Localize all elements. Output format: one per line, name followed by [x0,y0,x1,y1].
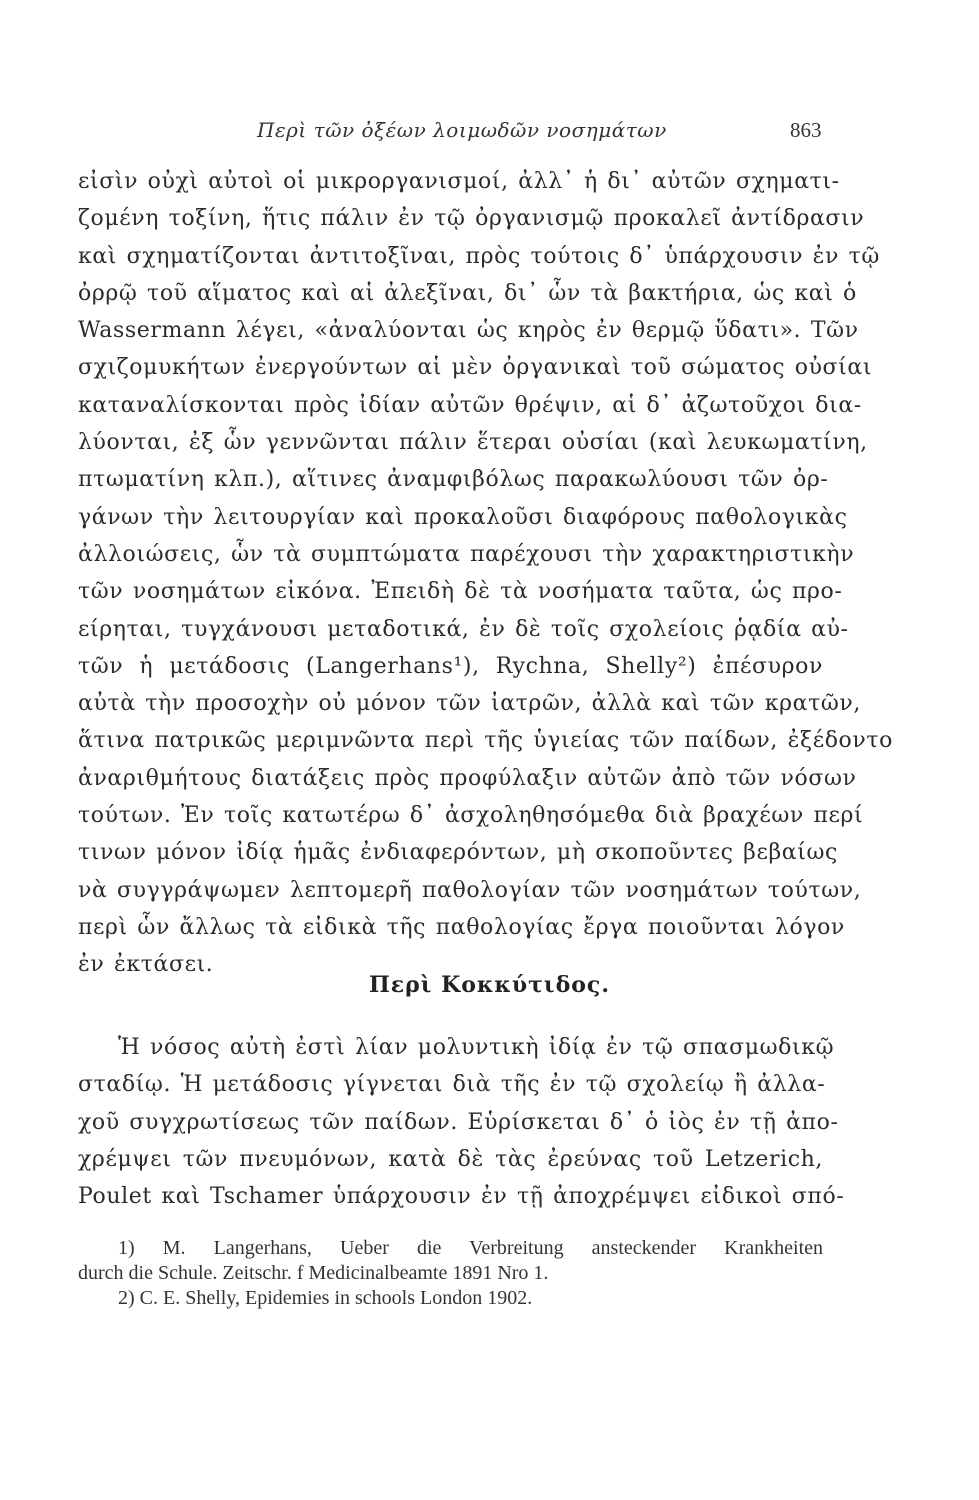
text-line: εἰσὶν οὐχὶ αὐτοὶ οἱ μικροργανισμοί, ἀλλ᾽ ἡ δι᾽ αὐτῶν σχηματι- [78,169,840,194]
footnotes [78,1236,823,1311]
text-line: Poulet καὶ Tschamer ὑπάρχουσιν ἐν τῇ ἀποχρέμψει εἰδικοὶ σπό- [78,1184,845,1210]
footnote-1: 1) M. Langerhans, Ueber die Verbreitung ansteckender Krankheiten [118,1237,823,1259]
text-line: ὀρρῷ τοῦ αἵματος καὶ αἱ ἀλεξῖναι, δι᾽ ὧν τὰ βακτήρια, ὡς καὶ ὁ [78,280,857,306]
text-line: τῶν ἡ μετάδοσις (Langerhans¹), Rychna, Shelly²) ἐπέσυρον [78,653,823,679]
body-paragraph [78,163,893,984]
text-line: λύονται, ἐξ ὧν γεννῶνται πάλιν ἕτεραι οὐσίαι (καὶ λευκωματίνη, [78,430,868,456]
text-line: ζομένη τοξίνη, ἥτις πάλιν ἐν τῷ ὀργανισμῷ προκαλεῖ ἀντίδρασιν [78,206,865,232]
text-line: τινων μόνον ἰδίᾳ ἡμᾶς ἐνδιαφερόντων, μὴ σκοποῦντες βεβαίως [78,840,838,866]
text-line: τῶν νοσημάτων εἰκόνα. Ἐπειδὴ δὲ τὰ νοσήματα ταῦτα, ὡς προ- [78,579,843,605]
text-line: αὐτὰ τὴν προσοχὴν οὐ μόνον τῶν ἰατρῶν, ἀλλὰ καὶ τῶν κρατῶν, [78,691,861,717]
page-number: 863 [790,118,822,142]
text-line: Wassermann λέγει, «ἀναλύονται ὡς κηρὸς ἐν θερμῷ ὕδατι». Τῶν [78,318,859,344]
text-line: γάνων τὴν λειτουργίαν καὶ προκαλοῦσι διαφόρους παθολογικὰς [78,504,848,530]
running-title: Περὶ τῶν ὀξέων λοιμωδῶν νοσημάτων [257,118,667,142]
text-line: τούτων. Ἐν τοῖς κατωτέρω δ᾽ ἀσχοληθησόμεθα διὰ βραχέων περί [78,803,864,829]
text-line: ἀλλοιώσεις, ὧν τὰ συμπτώματα παρέχουσι τὴν χαρακτηριστικὴν [78,541,855,567]
text-line: νὰ συγγράψωμεν λεπτομερῆ παθολογίαν τῶν νοσημάτων τούτων, [78,877,862,903]
footnote-1-continuation: durch die Schule. Zeitschr. f Medicinalbeamte 1891 Nro 1. [78,1262,549,1284]
section-heading: Περὶ Κοκκύτιδος. [369,972,610,998]
text-line: καταναλίσκονται πρὸς ἰδίαν αὐτῶν θρέψιν, αἱ δ᾽ ἀζωτοῦχοι δια- [78,392,862,418]
text-line: περὶ ὧν ἄλλως τὰ εἰδικὰ τῆς παθολογίας ἔργα ποιοῦνται λόγον [78,914,845,940]
text-line: πτωματίνη κλπ.), αἵτινες ἀναμφιβόλως παρακωλύουσι τῶν ὀρ- [78,467,829,493]
text-line: ἅτινα πατρικῶς μεριμνῶντα περὶ τῆς ὑγιείας τῶν παίδων, ἐξέδοντο [78,728,893,754]
text-line: χοῦ συγχρωτίσεως τῶν παίδων. Εὑρίσκεται δ᾽ ὁ ἰὸς ἐν τῇ ἀπο- [78,1109,839,1135]
text-line: είρηται, τυγχάνουσι μεταδοτικά, ἐν δὲ τοῖς σχολείοις ῥᾳδία αὐ- [78,616,849,642]
text-line: Ἡ νόσος αὐτὴ ἐστὶ λίαν μολυντικὴ ἰδίᾳ ἐν τῷ σπασμωδικῷ [118,1035,835,1060]
text-line: ἀναριθμήτους διατάξεις πρὸς προφύλαξιν αὐτῶν ἀπὸ τῶν νόσων [78,765,857,791]
text-line: σχιζομυκήτων ἐνεργούντων αἱ μὲν ὀργανικαὶ τοῦ σώματος οὐσίαι [78,355,873,381]
text-line: χρέμψει τῶν πνευμόνων, κατὰ δὲ τὰς ἐρεύνας τοῦ Letzerich, [78,1146,823,1172]
footnote-2: 2) C. E. Shelly, Epidemies in schools London 1902. [118,1287,533,1309]
section-paragraph [78,1029,845,1215]
text-line: σταδίῳ. Ἡ μετάδοσις γίγνεται διὰ τῆς ἐν τῷ σχολείῳ ἢ ἀλλα- [78,1072,826,1098]
text-line: καὶ σχηματίζονται ἀντιτοξῖναι, πρὸς τούτοις δ᾽ ὑπάρχουσιν ἐν τῷ [78,243,880,269]
text-line: ἐν ἐκτάσει. [78,952,214,978]
running-head [0,118,979,148]
